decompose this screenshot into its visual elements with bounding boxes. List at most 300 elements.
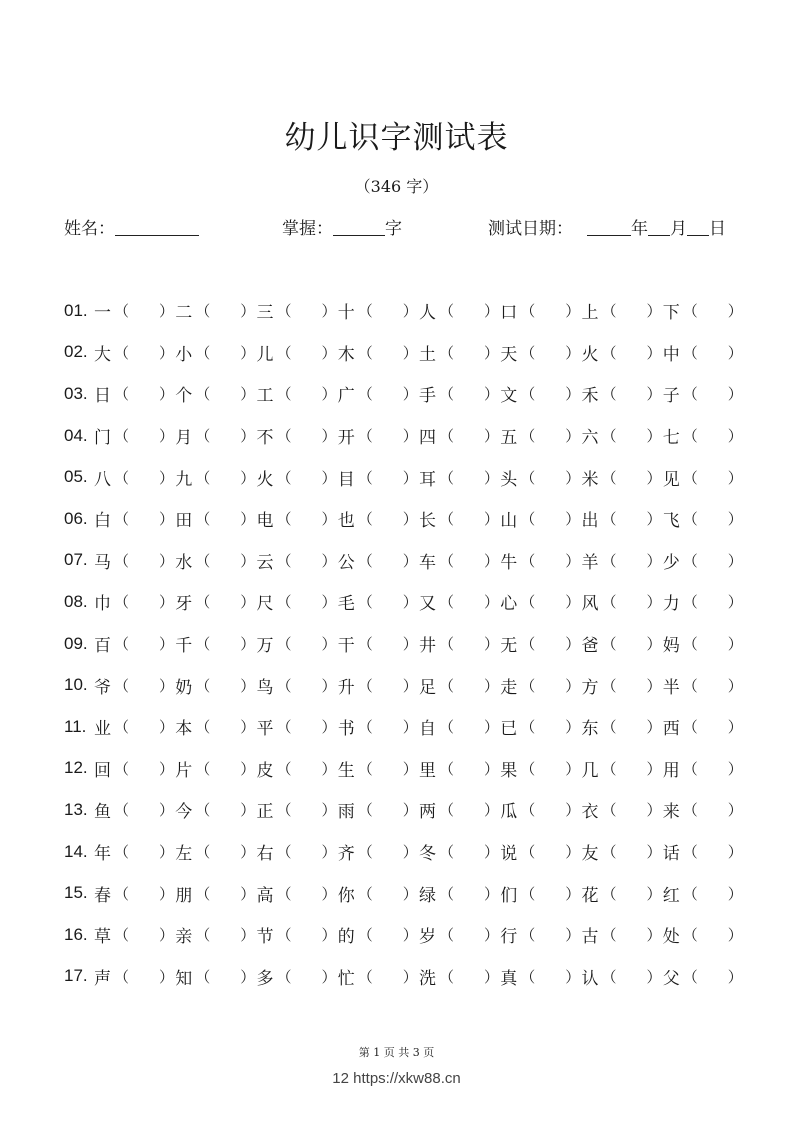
answer-paren-open: （ [520,884,536,903]
month-blank [648,217,670,236]
character: 人 [418,303,436,324]
character: 齐 [337,844,355,865]
char-item [419,506,500,531]
character: 花 [581,885,599,906]
answer-paren-open: （ [601,759,617,778]
answer-paren-open: （ [520,967,536,986]
char-item [338,756,419,781]
answer-paren-close: ） [402,385,418,404]
character: 冬 [418,844,436,865]
character: 水 [175,552,193,573]
character: 岁 [418,927,436,948]
char-item [338,340,419,365]
answer-paren-open: （ [520,718,536,737]
answer-paren-open: （ [113,801,129,820]
answer-paren-close: ） [402,676,418,695]
answer-paren-close: ） [565,843,581,862]
answer-paren-open: （ [357,967,373,986]
char-item [94,673,175,698]
character: 片 [175,760,193,781]
answer-paren-open: （ [357,676,373,695]
character: 知 [175,968,193,989]
answer-paren-close: ） [646,801,662,820]
answer-paren-close: ） [565,676,581,695]
answer-paren-close: ） [402,884,418,903]
answer-paren-open: （ [195,468,211,487]
answer-paren-open: （ [276,676,292,695]
answer-paren-open: （ [113,593,129,612]
answer-paren-open: （ [601,468,617,487]
answer-paren-open: （ [682,926,698,945]
char-item [581,964,662,989]
char-item [419,964,500,989]
char-item [175,964,256,989]
char-item [663,548,744,573]
answer-paren-open: （ [520,427,536,446]
char-item [94,964,175,989]
answer-paren-close: ） [483,427,499,446]
answer-paren-open: （ [682,801,698,820]
char-item [338,631,419,656]
char-item [663,631,744,656]
character: 已 [500,719,518,740]
char-item [663,423,744,448]
character: 风 [581,594,599,615]
row-number: 17. [64,966,88,986]
character: 西 [662,719,680,740]
char-item [338,881,419,906]
answer-paren-close: ） [158,967,174,986]
answer-paren-open: （ [438,510,454,529]
character: 回 [93,760,111,781]
answer-paren-close: ） [646,302,662,321]
character: 牙 [175,594,193,615]
char-item [256,506,337,531]
character: 牛 [500,552,518,573]
character: 六 [581,428,599,449]
row-number: 14. [64,841,88,861]
char-item [419,839,500,864]
answer-paren-open: （ [113,635,129,654]
character: 年 [93,844,111,865]
answer-paren-close: ） [402,551,418,570]
char-item [500,298,581,323]
char-item [94,506,175,531]
answer-paren-open: （ [520,510,536,529]
answer-paren-open: （ [276,884,292,903]
answer-paren-close: ） [402,635,418,654]
character: 见 [662,469,680,490]
char-item [663,839,744,864]
char-item [175,589,256,614]
char-item [338,922,419,947]
char-item [175,298,256,323]
character: 上 [581,303,599,324]
answer-paren-close: ） [158,510,174,529]
answer-paren-open: （ [113,302,129,321]
answer-paren-close: ） [727,385,743,404]
answer-paren-open: （ [195,718,211,737]
char-item [175,506,256,531]
row-number: 05. [64,467,88,487]
test-row [64,872,744,914]
row-number: 09. [64,633,88,653]
char-item [500,797,581,822]
answer-paren-open: （ [601,302,617,321]
answer-paren-open: （ [357,926,373,945]
character: 儿 [256,344,274,365]
character: 正 [256,802,274,823]
answer-paren-close: ） [727,593,743,612]
answer-paren-open: （ [357,385,373,404]
char-item [500,423,581,448]
char-item [94,797,175,822]
answer-paren-open: （ [357,801,373,820]
answer-paren-close: ） [727,759,743,778]
answer-paren-close: ） [240,302,256,321]
character: 爸 [581,636,599,657]
char-item [94,548,175,573]
answer-paren-open: （ [682,510,698,529]
character: 皮 [256,760,274,781]
answer-paren-open: （ [195,302,211,321]
row-number: 01. [64,300,88,320]
answer-paren-close: ） [483,468,499,487]
row-number: 06. [64,508,88,528]
char-item [419,423,500,448]
answer-paren-open: （ [682,343,698,362]
name-label: 姓名： [64,219,115,239]
answer-paren-open: （ [195,926,211,945]
row-number: 13. [64,799,88,819]
char-item [500,881,581,906]
char-item [94,298,175,323]
char-item [338,964,419,989]
character: 出 [581,511,599,532]
char-item [663,506,744,531]
answer-paren-close: ） [727,427,743,446]
answer-paren-open: （ [113,510,129,529]
character: 说 [500,844,518,865]
char-item [663,797,744,822]
char-item [663,922,744,947]
answer-paren-close: ） [565,385,581,404]
character: 绿 [418,885,436,906]
answer-paren-open: （ [682,759,698,778]
answer-paren-close: ） [646,718,662,737]
character: 今 [175,802,193,823]
character: 马 [93,552,111,573]
answer-paren-open: （ [113,676,129,695]
char-item [94,340,175,365]
char-item [419,381,500,406]
answer-paren-open: （ [113,967,129,986]
answer-paren-close: ） [565,593,581,612]
answer-paren-close: ） [646,926,662,945]
answer-paren-open: （ [195,593,211,612]
character: 亲 [175,927,193,948]
char-item [663,340,744,365]
char-item [581,881,662,906]
character: 中 [662,344,680,365]
character: 毛 [337,594,355,615]
character: 井 [418,636,436,657]
character: 巾 [93,594,111,615]
char-item [663,964,744,989]
character: 八 [93,469,111,490]
char-item [581,423,662,448]
answer-paren-close: ） [483,676,499,695]
char-item [500,548,581,573]
answer-paren-open: （ [682,593,698,612]
char-item [94,881,175,906]
character: 本 [175,719,193,740]
answer-paren-close: ） [158,302,174,321]
answer-paren-open: （ [357,759,373,778]
answer-paren-close: ） [158,551,174,570]
answer-paren-close: ） [402,759,418,778]
character: 友 [581,844,599,865]
char-item [663,298,744,323]
character: 认 [581,968,599,989]
character: 十 [337,303,355,324]
test-row [64,831,744,873]
character: 少 [662,552,680,573]
answer-paren-open: （ [682,967,698,986]
char-item [663,465,744,490]
answer-paren-open: （ [520,801,536,820]
char-item [175,797,256,822]
answer-paren-close: ） [321,635,337,654]
answer-paren-open: （ [520,676,536,695]
answer-paren-close: ） [727,967,743,986]
character: 小 [175,344,193,365]
answer-paren-open: （ [438,926,454,945]
answer-paren-close: ） [727,884,743,903]
answer-paren-open: （ [113,884,129,903]
answer-paren-open: （ [195,801,211,820]
answer-paren-close: ） [402,926,418,945]
character: 头 [500,469,518,490]
answer-paren-close: ） [565,551,581,570]
char-item [500,465,581,490]
answer-paren-close: ） [158,884,174,903]
character: 奶 [175,677,193,698]
character: 书 [337,719,355,740]
answer-paren-close: ） [240,427,256,446]
answer-paren-open: （ [276,635,292,654]
character: 目 [337,469,355,490]
test-row [64,498,744,540]
character: 走 [500,677,518,698]
row-number: 12. [64,758,88,778]
answer-paren-open: （ [195,676,211,695]
test-row [64,290,744,332]
answer-paren-open: （ [438,343,454,362]
answer-paren-open: （ [113,759,129,778]
answer-paren-open: （ [113,843,129,862]
char-item [419,673,500,698]
answer-paren-open: （ [276,843,292,862]
character: 心 [500,594,518,615]
answer-paren-open: （ [195,551,211,570]
answer-paren-close: ） [727,510,743,529]
answer-paren-open: （ [195,843,211,862]
character: 几 [581,760,599,781]
answer-paren-open: （ [682,676,698,695]
character: 声 [93,968,111,989]
answer-paren-close: ） [727,676,743,695]
test-row [64,415,744,457]
character: 妈 [662,636,680,657]
answer-paren-open: （ [195,385,211,404]
test-row [64,373,744,415]
char-item [175,381,256,406]
char-count-subtitle: （346 字） [354,177,439,196]
answer-paren-close: ） [402,427,418,446]
character: 个 [175,386,193,407]
answer-paren-close: ） [240,593,256,612]
character: 云 [256,552,274,573]
character: 耳 [418,469,436,490]
char-item [94,714,175,739]
test-row [64,623,744,665]
answer-paren-close: ） [727,343,743,362]
answer-paren-close: ） [565,427,581,446]
answer-paren-open: （ [601,967,617,986]
answer-paren-close: ） [321,967,337,986]
char-item [419,714,500,739]
answer-paren-close: ） [646,759,662,778]
answer-paren-close: ） [727,468,743,487]
answer-paren-close: ） [402,801,418,820]
answer-paren-close: ） [321,343,337,362]
answer-paren-close: ） [646,343,662,362]
answer-paren-close: ） [565,967,581,986]
answer-paren-open: （ [438,884,454,903]
answer-paren-close: ） [483,510,499,529]
char-item [500,340,581,365]
answer-paren-close: ） [646,551,662,570]
name-field [64,214,199,239]
char-item [338,506,419,531]
character: 足 [418,677,436,698]
character: 用 [662,760,680,781]
character: 口 [500,303,518,324]
answer-paren-open: （ [682,718,698,737]
character: 大 [93,344,111,365]
answer-paren-open: （ [276,759,292,778]
answer-paren-open: （ [682,385,698,404]
char-item [581,340,662,365]
answer-paren-close: ） [240,801,256,820]
answer-paren-open: （ [520,551,536,570]
char-item [419,922,500,947]
char-item [338,589,419,614]
char-item [256,797,337,822]
char-item [94,465,175,490]
answer-paren-close: ） [321,468,337,487]
answer-paren-open: （ [520,593,536,612]
answer-paren-close: ） [565,343,581,362]
answer-paren-open: （ [438,843,454,862]
answer-paren-open: （ [276,468,292,487]
test-row [64,789,744,831]
answer-paren-open: （ [276,510,292,529]
answer-paren-open: （ [601,926,617,945]
year-blank [587,217,631,236]
character: 三 [256,303,274,324]
character: 又 [418,594,436,615]
character: 高 [256,885,274,906]
answer-paren-close: ） [402,593,418,612]
character: 门 [93,428,111,449]
answer-paren-open: （ [357,468,373,487]
answer-paren-close: ） [646,967,662,986]
char-item [256,756,337,781]
answer-paren-open: （ [682,843,698,862]
answer-paren-close: ） [240,468,256,487]
answer-paren-close: ） [321,759,337,778]
char-item [256,839,337,864]
answer-paren-close: ） [727,926,743,945]
char-item [256,964,337,989]
character: 鸟 [256,677,274,698]
answer-paren-close: ） [483,385,499,404]
character: 万 [256,636,274,657]
char-item [581,756,662,781]
char-item [338,797,419,822]
answer-paren-close: ） [565,718,581,737]
answer-paren-close: ） [646,385,662,404]
answer-paren-open: （ [601,718,617,737]
character: 广 [337,386,355,407]
character: 山 [500,511,518,532]
answer-paren-close: ） [483,302,499,321]
char-item [419,465,500,490]
answer-paren-close: ） [158,759,174,778]
answer-paren-open: （ [357,427,373,446]
character: 两 [418,802,436,823]
answer-paren-close: ） [321,843,337,862]
answer-paren-open: （ [276,302,292,321]
char-item [256,881,337,906]
answer-paren-close: ） [402,510,418,529]
answer-paren-close: ） [565,468,581,487]
character: 真 [500,968,518,989]
test-row [64,914,744,956]
answer-paren-close: ） [240,343,256,362]
char-item [663,881,744,906]
character: 火 [581,344,599,365]
answer-paren-close: ） [483,884,499,903]
character: 禾 [581,386,599,407]
char-item [663,714,744,739]
char-item [500,964,581,989]
answer-paren-open: （ [682,468,698,487]
character: 火 [256,469,274,490]
character: 也 [337,511,355,532]
character: 千 [175,636,193,657]
answer-paren-close: ） [727,718,743,737]
row-number: 16. [64,924,88,944]
watermark: 12 https://xkw88.cn [332,1070,461,1087]
answer-paren-open: （ [601,801,617,820]
character: 田 [175,511,193,532]
character: 你 [337,885,355,906]
answer-paren-open: （ [357,593,373,612]
answer-paren-open: （ [438,676,454,695]
